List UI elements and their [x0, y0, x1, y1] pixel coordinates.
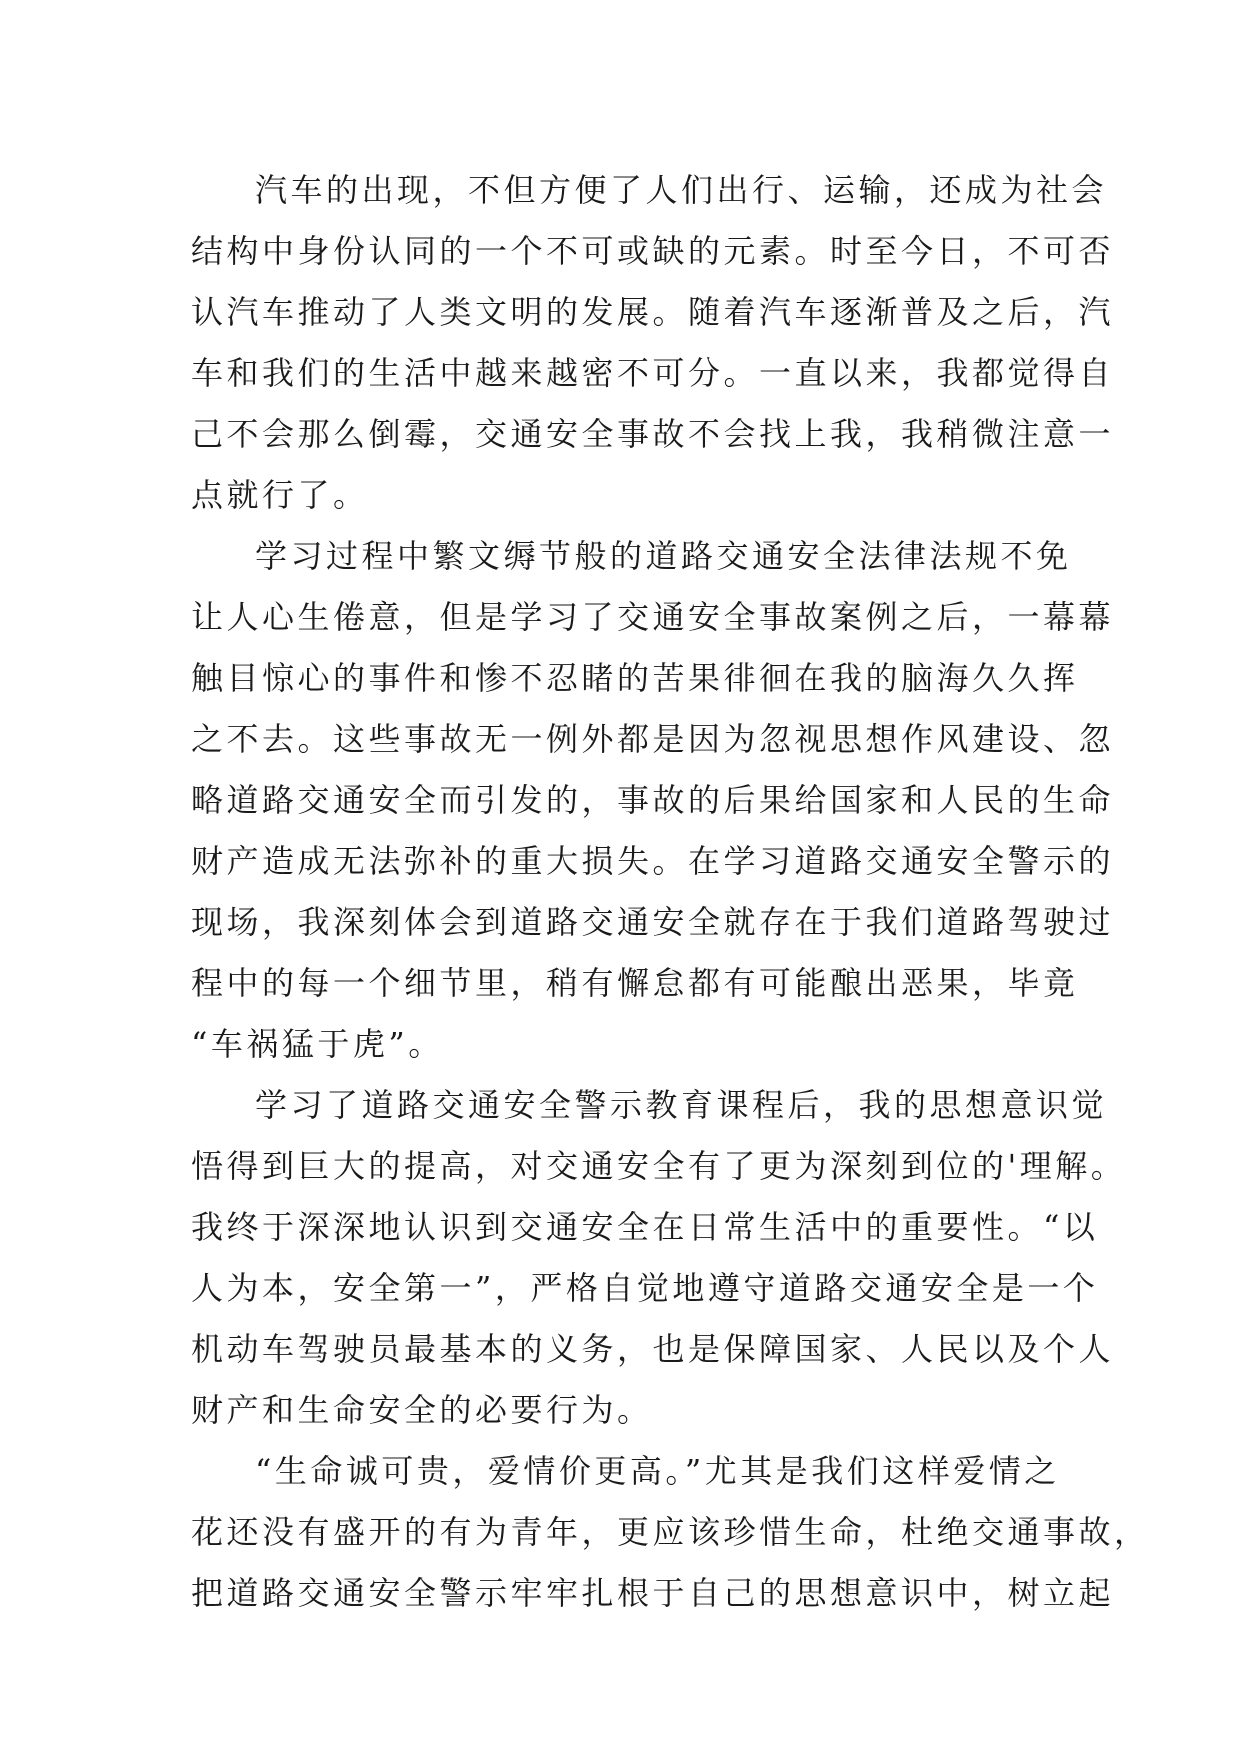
paragraph-3-line-1: 学习了道路交通安全警示教育课程后，我的思想意识觉 [255, 1086, 1108, 1124]
paragraph-2-line-7: 现场，我深刻体会到道路交通安全就存在于我们道路驾驶过 [191, 903, 1115, 941]
paragraph-3-line-3: 我终于深深地认识到交通安全在日常生活中的重要性。“以 [191, 1208, 1099, 1246]
paragraph-2-line-2: 让人心生倦意，但是学习了交通安全事故案例之后，一幕幕 [191, 598, 1115, 636]
paragraph-1-line-2: 结构中身份认同的一个不可或缺的元素。时至今日，不可否 [191, 232, 1115, 270]
paragraph-3-line-2: 悟得到巨大的提高，对交通安全有了更为深刻到位的'理解。 [191, 1147, 1127, 1185]
paragraph-2-line-5: 略道路交通安全而引发的，事故的后果给国家和人民的生命 [191, 781, 1115, 819]
paragraph-1-line-6: 点就行了。 [191, 476, 369, 514]
paragraph-2-line-3: 触目惊心的事件和惨不忍睹的苦果徘徊在我的脑海久久挥 [191, 659, 1079, 697]
paragraph-2-line-1: 学习过程中繁文缛节般的道路交通安全法律法规不免 [255, 537, 1072, 575]
paragraph-2-line-6: 财产造成无法弥补的重大损失。在学习道路交通安全警示的 [191, 842, 1115, 880]
paragraph-4-line-3: 把道路交通安全警示牢牢扎根于自己的思想意识中，树立起 [191, 1574, 1115, 1612]
paragraph-1-line-3: 认汽车推动了人类文明的发展。随着汽车逐渐普及之后，汽 [191, 293, 1115, 331]
paragraph-1-line-1: 汽车的出现，不但方便了人们出行、运输，还成为社会 [255, 171, 1108, 209]
paragraph-1-line-5: 己不会那么倒霉，交通安全事故不会找上我，我稍微注意一 [191, 415, 1115, 453]
paragraph-2-line-9: “车祸猛于虎”。 [191, 1025, 444, 1063]
paragraph-2-line-4: 之不去。这些事故无一例外都是因为忽视思想作风建设、忽 [191, 720, 1115, 758]
paragraph-4-line-2: 花还没有盛开的有为青年，更应该珍惜生命，杜绝交通事故， [191, 1513, 1150, 1551]
paragraph-4-line-1: “生命诚可贵，爱情价更高。”尤其是我们这样爱情之 [255, 1452, 1060, 1490]
paragraph-3-line-5: 机动车驾驶员最基本的义务，也是保障国家、人民以及个人 [191, 1330, 1115, 1368]
paragraph-2-line-8: 程中的每一个细节里，稍有懈怠都有可能酿出恶果，毕竟 [191, 964, 1079, 1002]
document-body [191, 160, 1150, 1624]
paragraph-1-line-4: 车和我们的生活中越来越密不可分。一直以来，我都觉得自 [191, 354, 1115, 392]
paragraph-3-line-6: 财产和生命安全的必要行为。 [191, 1391, 653, 1429]
paragraph-3-line-4: 人为本，安全第一”，严格自觉地遵守道路交通安全是一个 [191, 1269, 1099, 1307]
